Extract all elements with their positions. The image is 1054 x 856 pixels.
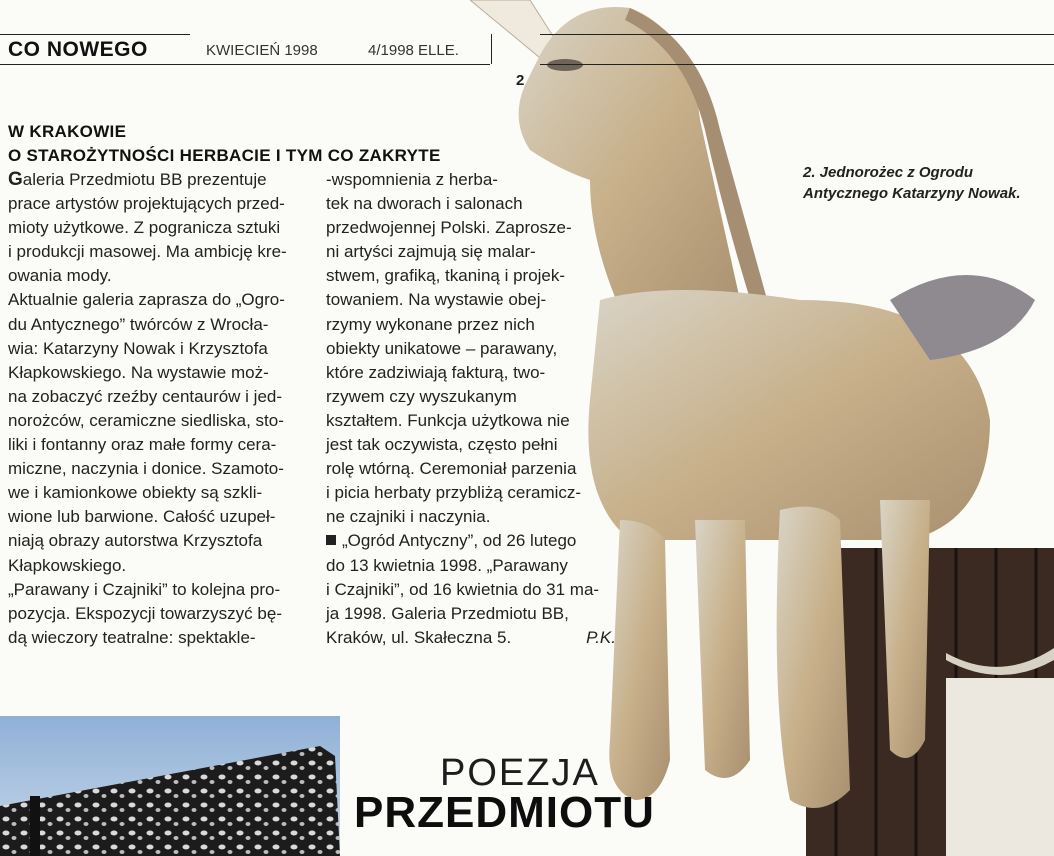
text-line (8, 313, 300, 337)
text-run: obiekty unikatowe – parawany, (326, 338, 558, 358)
text-run: które zadziwiają fakturą, two- (326, 362, 546, 382)
text-line (8, 216, 300, 240)
text-line (326, 216, 616, 240)
text-line (8, 264, 300, 288)
text-run: norożców, ceramiczne siedliska, sto- (8, 410, 284, 430)
text-line (8, 505, 300, 529)
text-run: we i kamionkowe obiekty są szkli- (8, 483, 263, 503)
text-line (326, 626, 616, 650)
issue-number: 4/1998 ELLE. (368, 42, 459, 59)
text-run: rzymy wykonane przez nich (326, 314, 535, 334)
text-run: ja 1998. Galeria Przedmiotu BB, (326, 603, 569, 623)
text-run: „Ogród Antyczny”, od 26 lutego (342, 531, 577, 551)
text-run: kształtem. Funkcja użytkowa nie (326, 410, 570, 430)
text-line (8, 168, 300, 192)
photo-caption: 2. Jednorożec z Ogrodu Antycznego Katarzyny Nowak. (803, 164, 1021, 202)
text-run: rolę wtórną. Ceremoniał parzenia (326, 459, 577, 479)
text-line (8, 288, 300, 312)
bullet-square-icon (326, 535, 336, 545)
text-line (326, 602, 616, 626)
text-run: mioty użytkowe. Z pogranicza sztuki (8, 218, 281, 238)
text-line (326, 240, 616, 264)
text-line (326, 481, 616, 505)
text-line (8, 361, 300, 385)
text-run: stwem, grafiką, tkaniną i projek- (326, 266, 566, 286)
text-run: aleria Przedmiotu BB prezentuje (22, 170, 267, 189)
header-divider (491, 34, 492, 64)
author-signature: P.K. (586, 627, 616, 647)
header-rule-right (540, 64, 1054, 65)
title-line2: PRZEDMIOTU (354, 788, 655, 837)
text-line (8, 433, 300, 457)
text-line (326, 168, 616, 192)
text-line (8, 385, 300, 409)
text-run: liki i fontanny oraz małe formy cera- (8, 435, 277, 455)
text-line (8, 578, 300, 602)
article-column-2 (326, 168, 616, 650)
openwork-screen-photo (0, 716, 340, 856)
drop-cap: G (8, 169, 23, 190)
text-line (326, 409, 616, 433)
text-run: prace artystów projektujących przed- (8, 194, 285, 214)
text-run: niają obrazy autorstwa Krzysztofa (8, 531, 263, 551)
text-run: wia: Katarzyny Nowak i Krzysztofa (8, 338, 268, 358)
header-rule (0, 64, 490, 65)
text-line (8, 481, 300, 505)
text-run: Kłapkowskiego. (8, 555, 127, 575)
text-run: Kłapkowskiego. Na wystawie moż- (8, 362, 269, 382)
headline-line2: O STAROŻYTNOŚCI HERBACIE I TYM CO ZAKRYTE (8, 146, 441, 165)
top-rule (0, 34, 190, 35)
text-line (8, 192, 300, 216)
text-line (326, 554, 616, 578)
text-line (326, 529, 616, 553)
headline-line1: W KRAKOWIE (8, 122, 127, 141)
text-line (8, 457, 300, 481)
text-line (326, 313, 616, 337)
text-run: towaniem. Na wystawie obej- (326, 290, 547, 310)
text-line (326, 457, 616, 481)
text-run: miczne, naczynia i donice. Szamoto- (8, 459, 284, 479)
text-line (326, 385, 616, 409)
text-line (8, 626, 300, 650)
text-run: du Antycznego” twórców z Wrocła- (8, 314, 269, 334)
text-run: Kraków, ul. Skałeczna 5. (326, 627, 512, 647)
text-line (326, 288, 616, 312)
text-line (8, 240, 300, 264)
text-line (8, 554, 300, 578)
text-run: tek na dworach i salonach (326, 194, 523, 214)
text-line (8, 337, 300, 361)
article-column-1 (8, 168, 300, 650)
text-run: Aktualnie galeria zaprasza do „Ogro- (8, 290, 285, 310)
text-run: pozycja. Ekspozycji towarzyszyć bę- (8, 603, 282, 623)
issue-date: KWIECIEŃ 1998 (206, 42, 318, 59)
text-run: rzywem czy wyszukanym (326, 386, 517, 406)
text-run: i picia herbaty przybliżą ceramicz- (326, 483, 582, 503)
text-line (326, 337, 616, 361)
text-run: owania mody. (8, 266, 112, 286)
text-run: jest tak oczywista, często pełni (326, 435, 558, 455)
text-line (326, 264, 616, 288)
text-line (326, 578, 616, 602)
title-line1: POEZJA (440, 752, 600, 794)
text-run: dą wieczory teatralne: spektakle- (8, 627, 256, 647)
text-run: do 13 kwietnia 1998. „Parawany (326, 555, 568, 575)
text-run: ni artyści zajmują się malar- (326, 242, 536, 262)
text-line (326, 505, 616, 529)
text-run: i Czajniki”, od 16 kwietnia do 31 ma- (326, 579, 600, 599)
text-run: wione lub barwione. Całość uzupeł- (8, 507, 276, 527)
text-run: ne czajniki i naczynia. (326, 507, 491, 527)
text-run: i produkcji masowej. Ma ambicję kre- (8, 242, 287, 262)
text-line (326, 192, 616, 216)
text-line (8, 602, 300, 626)
text-line (8, 529, 300, 553)
text-run: „Parawany i Czajniki” to kolejna pro- (8, 579, 281, 599)
section-title: CO NOWEGO (8, 38, 148, 61)
text-run: przedwojennej Polski. Zaprosze- (326, 218, 572, 238)
text-line (8, 409, 300, 433)
text-line (326, 433, 616, 457)
top-rule-right (540, 34, 1054, 35)
text-run: na zobaczyć rzeźby centaurów i jed- (8, 386, 283, 406)
text-run: -wspomnienia z herba- (326, 170, 498, 189)
text-line (326, 361, 616, 385)
photo-number: 2 (516, 72, 525, 89)
